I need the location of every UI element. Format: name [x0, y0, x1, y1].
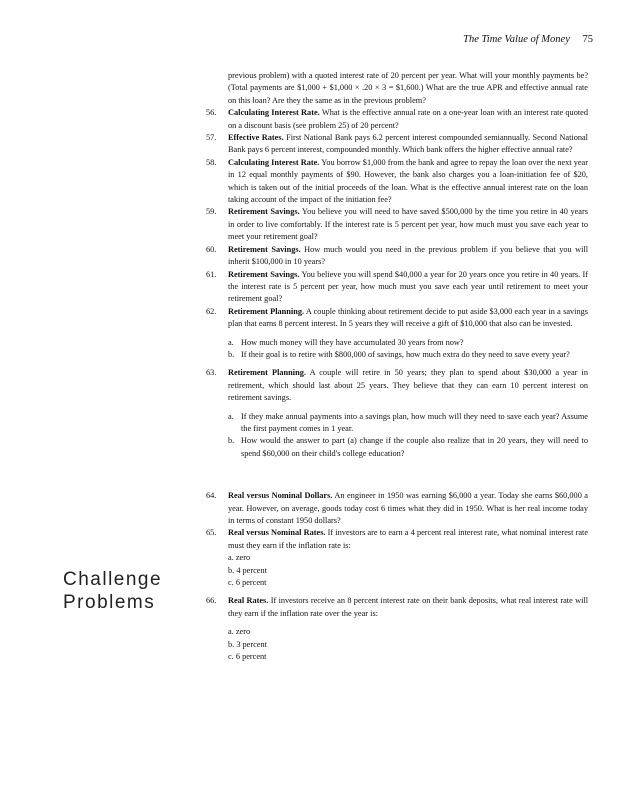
- sub-question: [206, 435, 588, 460]
- problem-59: [206, 206, 588, 243]
- problem-number: 60.: [206, 244, 217, 254]
- problem-text: How much would you need in the previous problem if you believe that you will inherit $100,000 in 10 years?: [228, 244, 589, 267]
- problem-61: [206, 269, 588, 306]
- sub-label: a.: [228, 411, 234, 421]
- problem-56: [206, 107, 588, 132]
- sub-text: If they make annual payments into a savings plan, how much will they need to save each year? Assume the first payment comes in 1 year.: [241, 411, 588, 433]
- sub-option: c. 6 percent: [228, 652, 267, 662]
- heading-line-2: Problems: [63, 592, 156, 613]
- sub-question: [206, 349, 588, 361]
- sub-option: c. 6 percent: [228, 578, 267, 588]
- problem-title: Calculating Interest Rate.: [228, 108, 320, 118]
- sub-option: b. 3 percent: [228, 639, 267, 649]
- problem-title: Retirement Savings.: [228, 269, 300, 279]
- challenge-problems-heading: [63, 568, 162, 614]
- problem-title: Real versus Nominal Dollars.: [228, 491, 333, 501]
- problem-title: Retirement Planning.: [228, 306, 305, 316]
- sub-text: How would the answer to part (a) change if the couple also realize that in 20 years, they will need to spend $60,000 on their child's college education?: [241, 436, 588, 458]
- problem-number: 65.: [206, 528, 217, 538]
- problem-title: Calculating Interest Rate.: [228, 157, 320, 167]
- sub-text: How much money will they have accumulated 30 years from now?: [241, 337, 464, 347]
- header-title: The Time Value of Money: [463, 34, 570, 45]
- problem-57: [206, 132, 588, 157]
- sub-label: a.: [228, 337, 234, 347]
- problem-list: [206, 70, 588, 663]
- problem-text: If investors are to earn a 4 percent real interest rate, what nominal interest rate must they earn if the inflation rate is:: [228, 528, 588, 550]
- continuation-text: previous problem) with a quoted interest rate of 20 percent per year. What will your monthly payments be? (Total payments are $1,000 + $1,000 × .20 × 3 = $1,600.) What are the true APR and effective annual rate on this loan? Are they the same as in the previous problem?: [228, 71, 588, 105]
- sub-option: a. zero: [228, 553, 251, 563]
- problem-number: 61.: [206, 269, 217, 279]
- sub-option: b. 4 percent: [228, 565, 267, 575]
- problem-text: What is the effective annual rate on a one-year loan with an interest rate quoted on a discount basis (see problem 25) of 20 percent?: [228, 108, 588, 130]
- problem-title: Retirement Savings.: [228, 207, 300, 217]
- sub-option: a. zero: [228, 627, 251, 637]
- page-number: 75: [582, 34, 593, 45]
- problem-text: First National Bank pays 6.2 percent interest compounded semiannually. Second National Bank pays 6 percent interest, compounded monthly. Which bank offers the higher effective annual rate?: [228, 133, 588, 155]
- sub-label: b.: [228, 436, 235, 446]
- problem-title: Effective Rates.: [228, 133, 284, 143]
- problem-number: 59.: [206, 207, 217, 217]
- problem-number: 58.: [206, 157, 217, 167]
- problem-60: [206, 244, 588, 269]
- problem-number: 64.: [206, 491, 217, 501]
- problem-62: [206, 306, 588, 331]
- problem-text: You believe you will need to have saved $500,000 by the time you retire in 40 years in order to live comfortably. If the interest rate is 5 percent per year, how much must you save each year to meet your retirement goal?: [228, 207, 588, 242]
- problem-66: [206, 595, 588, 620]
- running-header: [463, 34, 593, 45]
- problem-text: You borrow $1,000 from the bank and agree to repay the loan over the next year in 12 equal monthly payments of $90. However, the bank also charges you a loan-initiation fee of $20, which is taken out of the initial proceeds of the loan. What is the effective annual interest rate on the loan taking account of the impact of the initiation fee?: [228, 157, 588, 205]
- problem-title: Real Rates.: [228, 596, 269, 606]
- sub-text: If their goal is to retire with $800,000 of savings, how much extra do they need to save every year?: [241, 349, 570, 359]
- problem-text: You believe you will spend $40,000 a year for 20 years once you retire in 40 years. If the interest rate is 5 percent per year, how much must you save each year until retirement to meet your retirement goal?: [228, 269, 588, 304]
- problem-64: [206, 490, 588, 527]
- problem-text: If investors receive an 8 percent interest rate on their bank deposits, what real interest rate will they earn if the inflation rate over the year is:: [228, 596, 588, 618]
- problem-63: [206, 367, 588, 404]
- problem-text: A couple thinking about retirement decide to put aside $3,000 each year in a savings plan that earns 8 percent interest. In 5 years they will receive a gift of $10,000 that also can be invested.: [228, 306, 588, 329]
- problem-number: 56.: [206, 108, 217, 118]
- problem-number: 62.: [206, 306, 217, 316]
- heading-line-1: Challenge: [63, 569, 163, 590]
- sub-label: b.: [228, 349, 235, 359]
- problem-title: Real versus Nominal Rates.: [228, 528, 326, 538]
- problem-text: An engineer in 1950 was earning $6,000 a year. Today she earns $60,000 a year. However, on average, goods today cost 6 times what they did in 1950. What is her real income today in terms of constant 1950 dollars?: [228, 491, 588, 525]
- problem-58: [206, 157, 588, 207]
- problem-number: 57.: [206, 133, 217, 143]
- problem-text: A couple will retire in 50 years; they plan to spend about $30,000 a year in retirement, which should last about 25 years. They believe that they can earn 10 percent interest on retirement savings.: [228, 368, 588, 403]
- problem-65: [206, 527, 588, 552]
- problem-number: 63.: [206, 368, 217, 378]
- sub-question: [206, 411, 588, 436]
- problem-title: Retirement Planning.: [228, 368, 306, 378]
- sub-question: [206, 337, 588, 349]
- problem-title: Retirement Savings.: [228, 244, 301, 254]
- problem-number: 66.: [206, 596, 217, 606]
